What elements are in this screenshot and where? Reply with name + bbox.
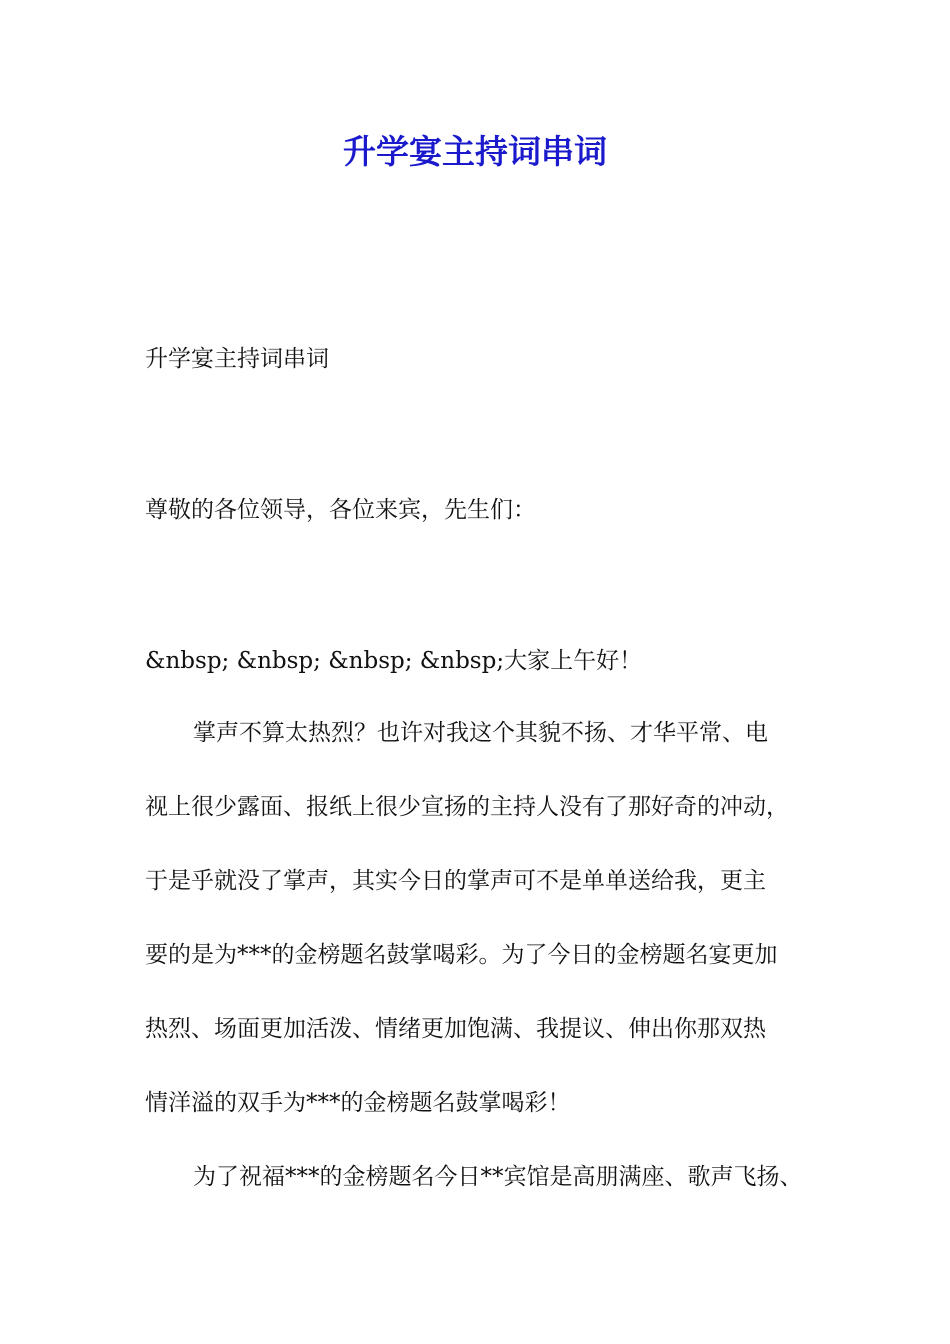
document-title: 升学宴主持词串词: [343, 132, 607, 171]
paragraph-1-line-3: 于是乎就没了掌声，其实今日的掌声可不是单单送给我，更主: [145, 868, 766, 894]
paragraph-1-line-2: 视上很少露面、报纸上很少宣扬的主持人没有了那好奇的冲动，: [145, 794, 789, 820]
paragraph-1-line-5: 热烈、场面更加活泼、情绪更加饱满、我提议、伸出你那双热: [145, 1016, 766, 1042]
paragraph-1-line-4: 要的是为***的金榜题名鼓掌喝彩。为了今日的金榜题名宴更加: [145, 942, 778, 968]
paragraph-2-line-1: 为了祝福***的金榜题名今日**宾馆是高朋满座、歌声飞扬、: [193, 1164, 803, 1190]
document-subtitle: 升学宴主持词串词: [145, 346, 329, 372]
paragraph-1-line-6: 情洋溢的双手为***的金榜题名鼓掌喝彩！: [145, 1090, 571, 1116]
salutation-line: &nbsp; &nbsp; &nbsp; &nbsp;大家上午好！: [145, 648, 643, 674]
greeting-line: 尊敬的各位领导，各位来宾，先生们：: [145, 497, 536, 523]
paragraph-1-line-1: 掌声不算太热烈？也许对我这个其貌不扬、才华平常、电: [193, 720, 768, 746]
